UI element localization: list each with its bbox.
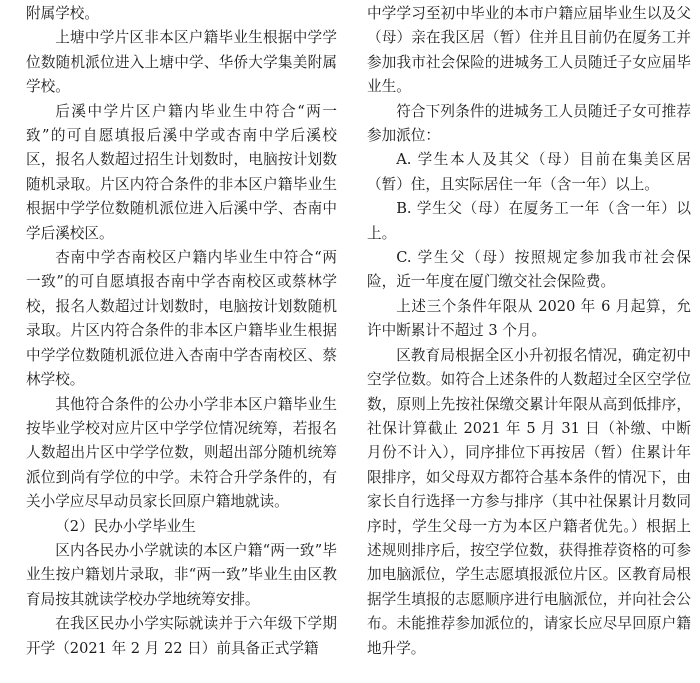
left-column bbox=[26, 2, 337, 683]
paragraph: 区教育局根据全区小升初报名情况，确定初中空学位数。如符合上述条件的人数超过全区空学位数，原则上先按社保缴交累计年限从高到低排序，社保计算截止 2021 年 5 月 31 日（补缴、中断月份不计入），同序排位下再按居（暂）住累计年限排序，如父母双方都符合基本条件的情况下，由家长自行选择一方参与排序（其中社保累计月数同序时，学生父母一方为本区户籍者优先。）根据上述规则排序后，按空学位数，获得推荐资格的可参加电脑派位，学生志愿填报派位片区。区教育局根据学生填报的志愿顺序进行电脑派位，并向社会公布。未能推荐参加派位的，请家长应尽早回原户籍地升学。 bbox=[367, 346, 691, 657]
paragraph: 其他符合条件的公办小学非本区户籍毕业生按毕业学校对应片区中学学位情况统筹，若报名人数超出片区中学学位数，则超出部分随机统筹派位到尚有学位的中学。未符合升学条件的，有关小学应尽早动员家长回原户籍地就读。 bbox=[26, 395, 337, 511]
paragraph: 符合下列条件的进城务工人员随迁子女可推荐参加派位： bbox=[367, 102, 691, 145]
section-heading: （2）民办小学毕业生 bbox=[55, 517, 196, 535]
condition-item-b: B. 学生父（母）在厦务工一年（含一年）以上。 bbox=[367, 200, 691, 242]
condition-item-c: C. 学生父（母）按照规定参加我市社会保险，近一年度在厦门缴交社会保险费。 bbox=[367, 249, 691, 291]
right-column bbox=[367, 2, 691, 683]
paragraph: 区内各民办小学就读的本区户籍“两一致”毕业生按户籍划片录取，非“两一致”毕业生由区教育局按其就读学校办学地统筹安排。 bbox=[26, 541, 337, 608]
paragraph: 在我区民办小学实际就读并于六年级下学期开学（2021 年 2 月 22 日）前具备正式学籍 bbox=[26, 615, 337, 657]
condition-item-a: A. 学生本人及其父（母）目前在集美区居（暂）住，且实际居住一年（含一年）以上。 bbox=[367, 151, 691, 193]
paragraph: 后溪中学片区户籍内毕业生中符合“两一致”的可自愿填报后溪中学或杏南中学后溪校区，报名人数超过招生计划数时，电脑按计划数随机录取。片区内符合条件的非本区户籍毕业生根据中学学位数随机派位进入后溪中学、杏南中学后溪校区。 bbox=[26, 102, 337, 242]
paragraph: 上塘中学片区非本区户籍毕业生根据中学学位数随机派位进入上塘中学、华侨大学集美附属学校。 bbox=[26, 29, 337, 96]
paragraph: 中学学习至初中毕业的本市户籍应届毕业生以及父（母）亲在我区居（暂）住并且目前仍在厦务工并参加我市社会保险的进城务工人员随迁子女应届毕业生。 bbox=[367, 5, 691, 96]
paragraph: 上述三个条件年限从 2020 年 6 月起算，允许中断累计不超过 3 个月。 bbox=[367, 297, 691, 340]
paragraph: 附属学校。 bbox=[26, 5, 99, 22]
paragraph: 杏南中学杏南校区户籍内毕业生中符合“两一致”的可自愿填报杏南中学杏南校区或蔡林学校，报名人数超过计划数时，电脑按计划数随机录取。片区内符合条件的非本区户籍毕业生根据中学学位数随机派位进入杏南中学杏南校区、蔡林学校。 bbox=[26, 249, 337, 389]
